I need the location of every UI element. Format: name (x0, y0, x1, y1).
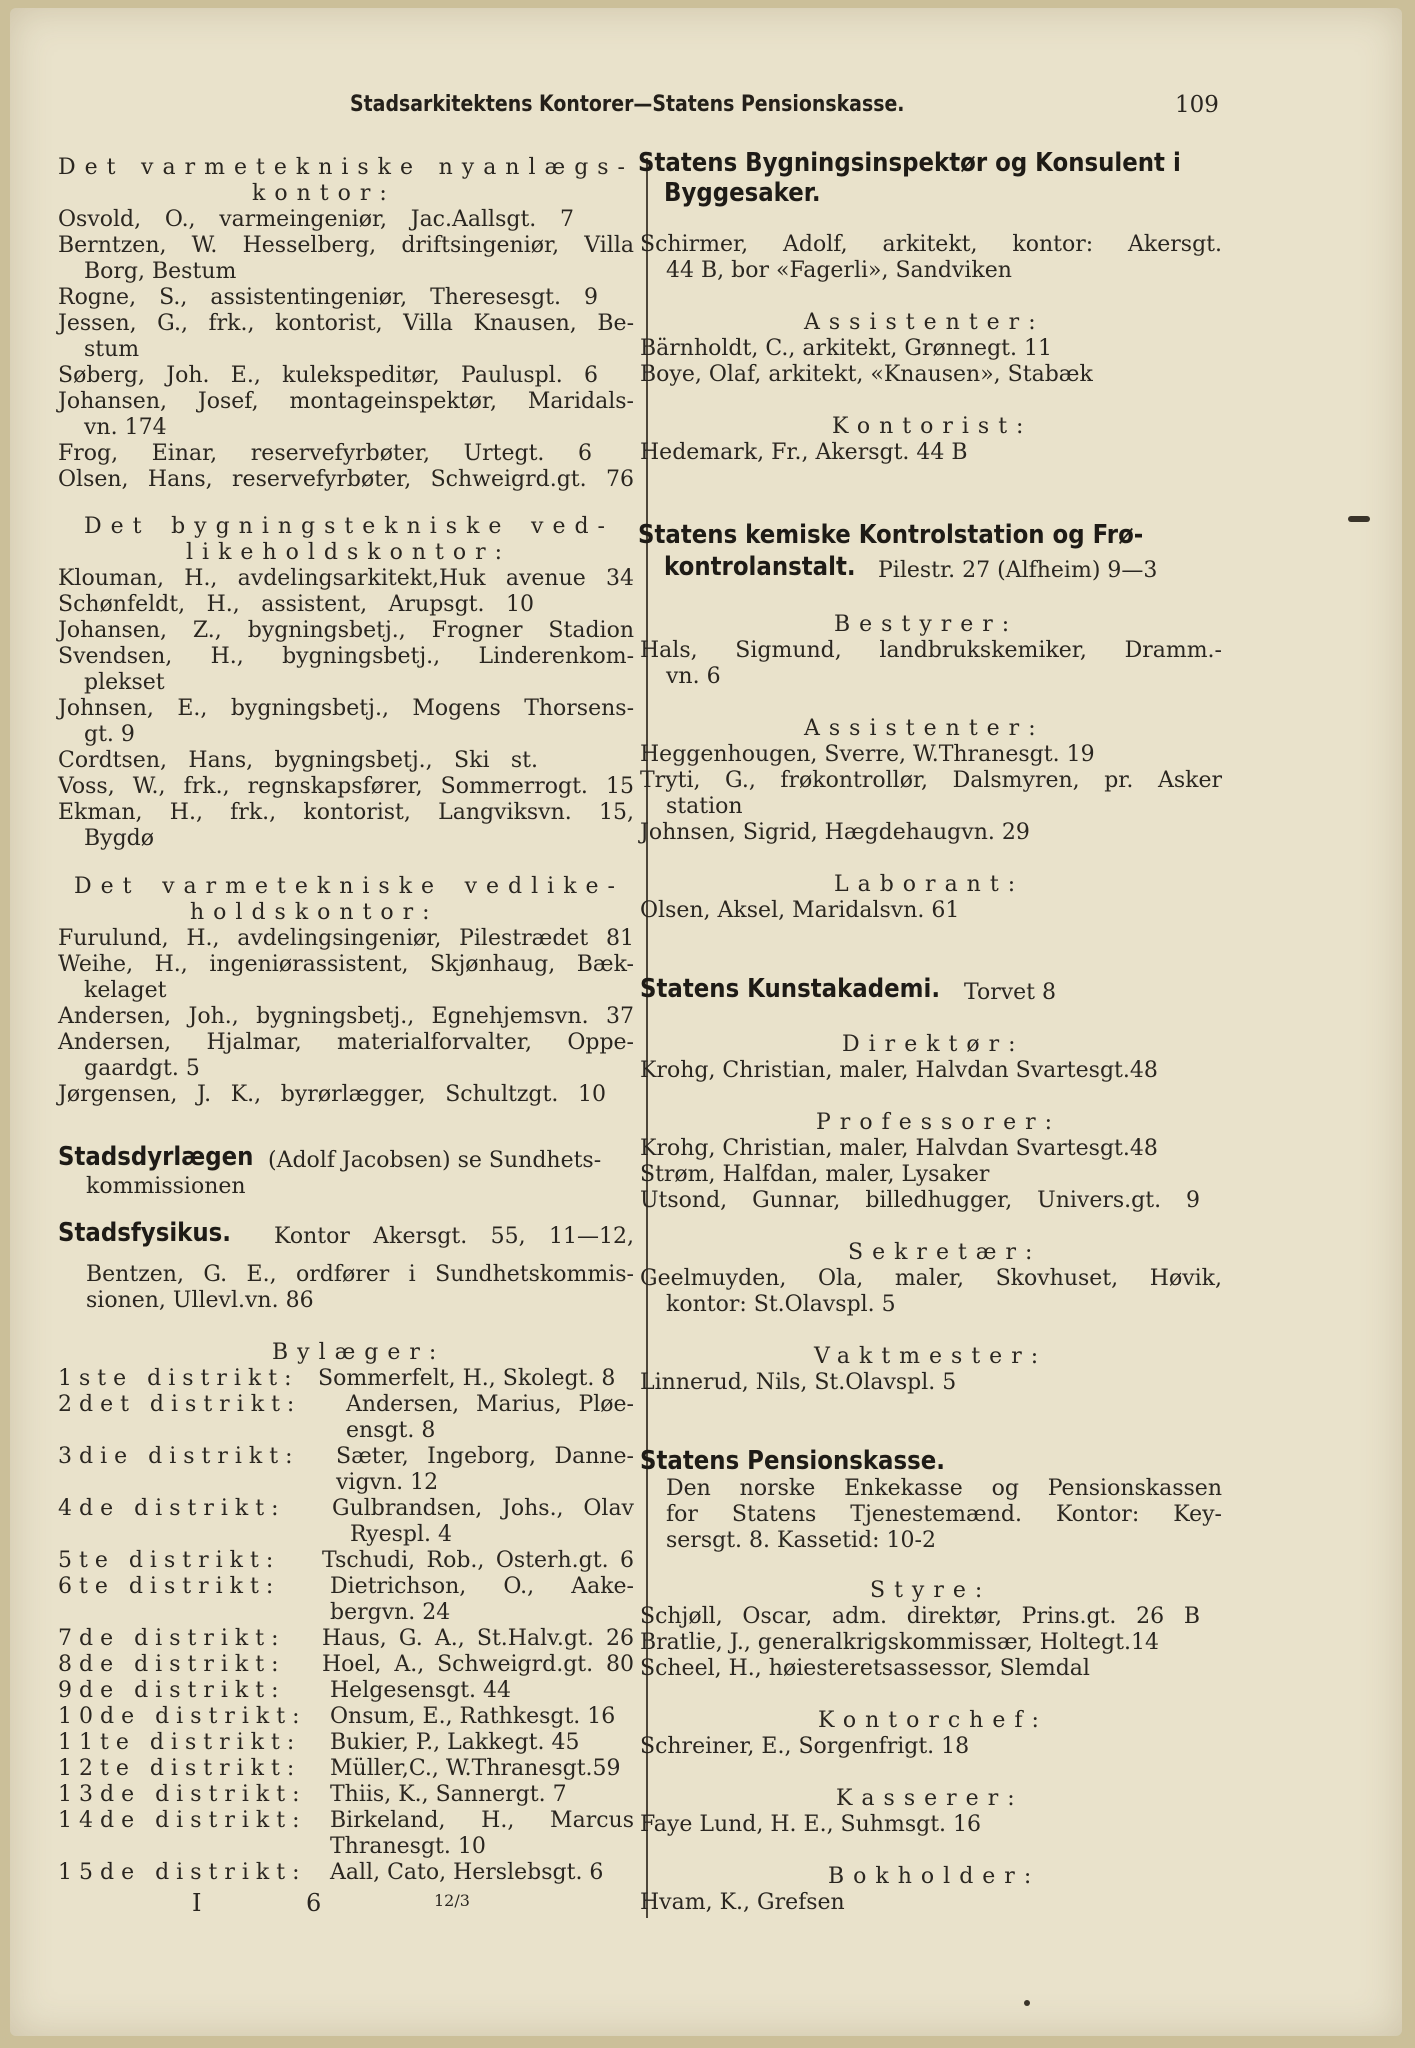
section-heading: Laborant: (834, 872, 1025, 897)
entry-text: Schirmer, Adolf, arkitekt, kontor: Akersgt. (640, 232, 1222, 257)
section-heading: Kontorchef: (818, 1708, 1048, 1733)
district-label: 10de distrikt: (58, 1704, 307, 1729)
entry-text: sersgt. 8. Kassetid: 10-2 (666, 1528, 936, 1553)
section-heading: kontor: (252, 181, 396, 206)
entry-heading: Statens kemiske Kontrolstation og Frø- (638, 520, 1144, 550)
list-item: vn. 6 (666, 664, 721, 689)
district-doctor: Helgesensgt. 44 (330, 1678, 512, 1703)
list-item: Bygdø (84, 826, 155, 851)
list-item: Schjøll, Oscar, adm. direktør, Prins.gt. 26 B (640, 1604, 1200, 1629)
scanned-page (10, 8, 1402, 2036)
entry-heading: Statens Pensionskasse. (640, 1446, 945, 1476)
list-item: Hals, Sigmund, landbrukskemiker, Dramm.- (640, 638, 1222, 663)
district-doctor: vigvn. 12 (336, 1470, 439, 1495)
district-doctor: Ryespl. 4 (350, 1522, 453, 1547)
entry-heading: Statens Kunstakademi. (640, 974, 941, 1004)
entry-text: (Adolf Jacobsen) se Sundhets- (268, 1148, 602, 1173)
list-item: Faye Lund, H. E., Suhmsgt. 16 (640, 1812, 982, 1837)
list-item: Tryti, G., frøkontrollør, Dalsmyren, pr. Asker (640, 768, 1222, 793)
list-item: Krohg, Christian, maler, Halvdan Svartesgt.48 (640, 1136, 1158, 1161)
district-label: 9de distrikt: (58, 1678, 286, 1703)
list-item: Bratlie, J., generalkrigskommissær, Holtegt.14 (640, 1630, 1159, 1655)
section-heading: Direktør: (842, 1032, 1025, 1057)
district-doctor: Onsum, E., Rathkesgt. 16 (330, 1704, 616, 1729)
list-item: Olsen, Hans, reservefyrbøter, Schweigrd.gt. 76 (58, 467, 634, 492)
list-item: gt. 9 (84, 722, 135, 747)
list-item: Hedemark, Fr., Akersgt. 44 B (640, 440, 968, 465)
section-heading: likeholdskontor: (186, 540, 512, 565)
list-item: Krohg, Christian, maler, Halvdan Svartesgt.48 (640, 1058, 1158, 1083)
list-item: Jessen, G., frk., kontorist, Villa Knausen, Be- (58, 311, 634, 336)
district-doctor: Sommerfelt, H., Skolegt. 8 (318, 1366, 616, 1391)
district-doctor: Müller,C., W.Thranesgt.59 (330, 1756, 621, 1781)
district-label: 12te distrikt: (58, 1756, 302, 1781)
list-item: Johansen, Josef, montageinspektør, Maridals- (58, 389, 634, 414)
district-doctor: Haus, G. A., St.Halv.gt. 26 (322, 1626, 634, 1651)
district-doctor: Sæter, Ingeborg, Danne- (336, 1444, 634, 1469)
entry-text: Torvet 8 (964, 980, 1057, 1005)
entry-heading: Statens Bygningsinspektør og Konsulent i (638, 148, 1181, 178)
list-item: Søberg, Joh. E., kulekspeditør, Pauluspl. 6 (58, 363, 598, 388)
list-item: Schønfeldt, H., assistent, Arupsgt. 10 (58, 592, 534, 617)
list-item: Scheel, H., høiesteretsassessor, Slemdal (640, 1656, 1090, 1681)
list-item: Svendsen, H., bygningsbetj., Linderenkom- (58, 644, 634, 669)
list-item: Olsen, Aksel, Maridalsvn. 61 (640, 898, 960, 923)
list-item: Borg, Bestum (84, 259, 237, 284)
list-item: Heggenhougen, Sverre, W.Thranesgt. 19 (640, 742, 1095, 767)
section-heading: holdskontor: (190, 900, 439, 925)
section-heading: Sekretær: (848, 1240, 1042, 1265)
district-label: 2det distrikt: (58, 1392, 302, 1417)
list-item: Frog, Einar, reservefyrbøter, Urtegt. 6 (58, 441, 592, 466)
section-heading: Det bygningstekniske ved- (84, 514, 614, 539)
entry-heading: Byggesaker. (664, 178, 821, 208)
district-label: 6te distrikt: (58, 1574, 281, 1599)
section-heading: Det varmetekniske vedlike- (74, 874, 624, 899)
list-item: Jørgensen, J. K., byrørlægger, Schultzgt. 10 (58, 1082, 606, 1107)
entry-text: Pilestr. 27 (Alfheim) 9—3 (878, 558, 1158, 583)
list-item: Rogne, S., assistentingeniør, Theresesgt. 9 (58, 285, 598, 310)
list-item: Geelmuyden, Ola, maler, Skovhuset, Høvik, (640, 1266, 1222, 1291)
district-doctor: Hoel, A., Schweigrd.gt. 80 (322, 1652, 634, 1677)
list-item: stum (84, 337, 140, 362)
entry-text: 44 B, bor «Fagerli», Sandviken (666, 258, 1012, 283)
district-doctor: Birkeland, H., Marcus (330, 1808, 634, 1833)
list-item: Utsond, Gunnar, billedhugger, Univers.gt. 9 (640, 1188, 1200, 1213)
district-label: 14de distrikt: (58, 1808, 307, 1833)
section-heading: Vaktmester: (814, 1344, 1048, 1369)
district-label: 3die distrikt: (58, 1444, 300, 1469)
list-item: Johnsen, E., bygningsbetj., Mogens Thorsens- (58, 696, 634, 721)
list-item: Voss, W., frk., regnskapsfører, Sommerrogt. 15 (58, 774, 634, 799)
district-label: 13de distrikt: (58, 1782, 307, 1807)
district-doctor: Aall, Cato, Herslebsgt. 6 (330, 1860, 604, 1885)
section-heading: Det varmetekniske nyanlægs- (58, 155, 634, 180)
section-heading: Styre: (870, 1578, 992, 1603)
section-heading: Kasserer: (836, 1786, 1024, 1811)
district-doctor: bergvn. 24 (330, 1600, 451, 1625)
district-label: 5te distrikt: (58, 1548, 281, 1573)
district-label: 7de distrikt: (58, 1626, 286, 1651)
section-heading: Bylæger: (272, 1340, 446, 1365)
district-doctor: Gulbrandsen, Johs., Olav (332, 1496, 634, 1521)
section-heading: Bokholder: (828, 1864, 1041, 1889)
entry-heading: Stadsdyrlægen (58, 1142, 254, 1172)
district-label: 1ste distrikt: (58, 1366, 299, 1391)
printer-signature: 6 (306, 1889, 322, 1917)
district-doctor: ensgt. 8 (346, 1418, 436, 1443)
list-item: Weihe, H., ingeniørassistent, Skjønhaug, Bæk- (58, 952, 634, 977)
district-label: 4de distrikt: (58, 1496, 286, 1521)
entry-text: Kontor Akersgt. 55, 11—12, (274, 1224, 634, 1249)
list-item: kelaget (84, 978, 167, 1003)
list-item: station (666, 794, 743, 819)
list-item: kontor: St.Olavspl. 5 (666, 1292, 896, 1317)
section-heading: Assistenter: (804, 310, 1045, 335)
section-heading: Assistenter: (804, 716, 1045, 741)
entry-text: for Statens Tjenestemænd. Kontor: Key- (666, 1502, 1222, 1527)
district-label: 11te distrikt: (58, 1730, 302, 1755)
district-label: 8de distrikt: (58, 1652, 286, 1677)
printer-signature: 12/3 (434, 1891, 470, 1910)
entry-heading: kontrolanstalt. (664, 552, 856, 582)
list-item: Andersen, Joh., bygningsbetj., Egnehjemsvn. 37 (58, 1004, 634, 1029)
section-heading: Professorer: (816, 1110, 1062, 1135)
district-doctor: Dietrichson, O., Aake- (330, 1574, 634, 1599)
district-doctor: Thranesgt. 10 (330, 1834, 486, 1859)
entry-text: kommissionen (86, 1174, 246, 1199)
entry-heading: Stadsfysikus. (58, 1218, 232, 1248)
district-label: 15de distrikt: (58, 1860, 307, 1885)
entry-text: Bentzen, G. E., ordfører i Sundhetskommis- (86, 1262, 634, 1287)
section-heading: Bestyrer: (834, 612, 1019, 637)
list-item: Johansen, Z., bygningsbetj., Frogner Stadion (58, 618, 634, 643)
page-number: 109 (1175, 92, 1219, 118)
list-item: Johnsen, Sigrid, Hægdehaugvn. 29 (640, 820, 1030, 845)
list-item: vn. 174 (84, 415, 167, 440)
list-item: Andersen, Hjalmar, materialforvalter, Oppe- (58, 1030, 634, 1055)
running-header: Stadsarkitektens Kontorer—Statens Pensionskasse. (350, 92, 905, 117)
entry-text: sionen, Ullevl.vn. 86 (86, 1288, 314, 1313)
list-item: Klouman, H., avdelingsarkitekt,Huk avenue 34 (58, 566, 634, 591)
printer-signature: I (192, 1889, 202, 1917)
district-doctor: Andersen, Marius, Pløe- (346, 1392, 634, 1417)
scan-speck (1024, 2000, 1030, 2006)
list-item: Ekman, H., frk., kontorist, Langviksvn. 15, (58, 800, 634, 825)
district-doctor: Thiis, K., Sannergt. 7 (330, 1782, 567, 1807)
list-item: Strøm, Halfdan, maler, Lysaker (640, 1162, 990, 1187)
list-item: Berntzen, W. Hesselberg, driftsingeniør, Villa (58, 233, 634, 258)
list-item: Furulund, H., avdelingsingeniør, Pilestrædet 81 (58, 926, 634, 951)
list-item: Schreiner, E., Sorgenfrigt. 18 (640, 1734, 970, 1759)
district-doctor: Bukier, P., Lakkegt. 45 (330, 1730, 580, 1755)
list-item: Cordtsen, Hans, bygningsbetj., Ski st. (58, 748, 538, 773)
scan-speck (1348, 516, 1370, 522)
section-heading: Kontorist: (832, 414, 1033, 439)
entry-text: Den norske Enkekasse og Pensionskassen (666, 1476, 1222, 1501)
list-item: Linnerud, Nils, St.Olavspl. 5 (640, 1370, 957, 1395)
list-item: Osvold, O., varmeingeniør, Jac.Aallsgt. 7 (58, 207, 574, 232)
district-doctor: Tschudi, Rob., Osterh.gt. 6 (322, 1548, 634, 1573)
list-item: plekset (84, 670, 165, 695)
list-item: Bärnholdt, C., arkitekt, Grønnegt. 11 (640, 336, 1052, 361)
list-item: gaardgt. 5 (84, 1056, 200, 1081)
list-item: Hvam, K., Grefsen (640, 1890, 845, 1915)
list-item: Boye, Olaf, arkitekt, «Knausen», Stabæk (640, 362, 1093, 387)
